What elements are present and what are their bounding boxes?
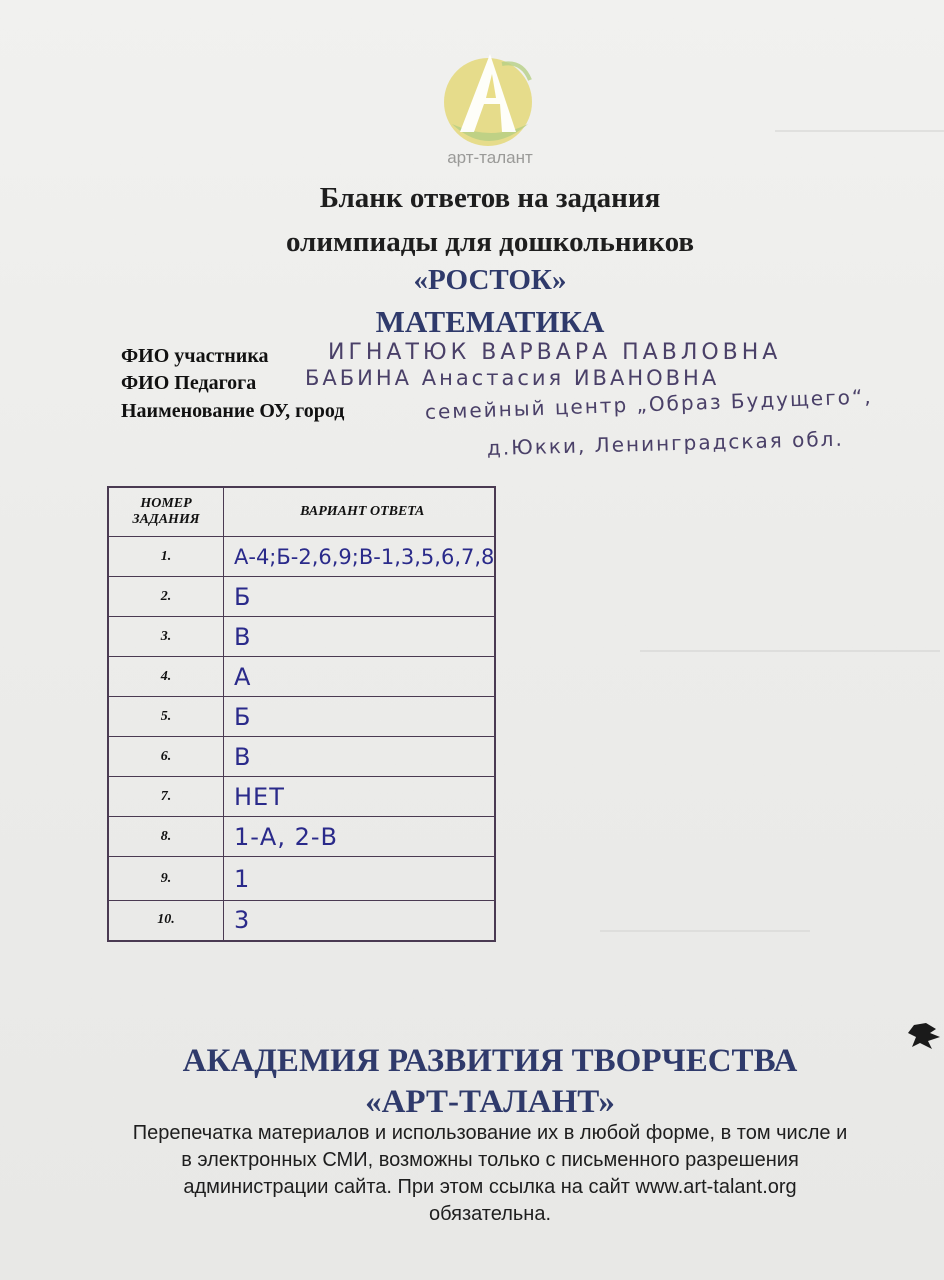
task-number: 8. [108, 817, 224, 857]
task-number: 7. [108, 777, 224, 817]
answer-cell: В [224, 737, 496, 777]
table-row [108, 617, 495, 657]
participant-label: ФИО участника [121, 345, 269, 367]
task-number: 3. [108, 617, 224, 657]
table-header-row [108, 487, 495, 537]
answer-cell: Б [224, 577, 496, 617]
answer-cell: Б [224, 697, 496, 737]
school-value-line-1: семейный центр „Образ Будущего“, [424, 384, 873, 424]
answer-cell: 1 [224, 857, 496, 901]
column-header-answer: ВАРИАНТ ОТВЕТА [224, 487, 496, 537]
task-number: 10. [108, 901, 224, 941]
academy-brand: «АРТ-ТАЛАНТ» [365, 1084, 615, 1120]
task-number: 1. [108, 537, 224, 577]
ink-blot-icon [906, 1015, 944, 1055]
table-row [108, 901, 495, 941]
table-row [108, 737, 495, 777]
table-row [108, 577, 495, 617]
table-row [108, 777, 495, 817]
answer-cell: А [224, 657, 496, 697]
answer-cell: А-4;Б-2,6,9;В-1,3,5,6,7,8 [224, 537, 496, 577]
teacher-label: ФИО Педагога [121, 372, 257, 394]
academy-name: АКАДЕМИЯ РАЗВИТИЯ ТВОРЧЕСТВА [182, 1043, 798, 1079]
task-number: 4. [108, 657, 224, 697]
copyright-note: Перепечатка материалов и использование их в любой форме, в том числе и в электронных СМИ, возможны только с письменного разрешения администрации сайта. При этом ссылка на сайт www.art-talant.org обязательна. [132, 1122, 848, 1225]
table-row [108, 817, 495, 857]
answers-table [107, 486, 496, 942]
school-label: Наименование ОУ, город [121, 400, 345, 422]
task-number: 5. [108, 697, 224, 737]
participant-value: ИГНАТЮК ВАРВАРА ПАВЛОВНА [328, 340, 782, 365]
teacher-value: БАБИНА Анастасия ИВАНОВНА [305, 366, 720, 390]
subject-title: МАТЕМАТИКА [375, 304, 605, 339]
column-header-task: НОМЕР ЗАДАНИЯ [108, 487, 224, 537]
table-row [108, 537, 495, 577]
olympiad-name: «РОСТОК» [413, 264, 567, 296]
bleed-through-mark [775, 130, 944, 172]
table-row [108, 857, 495, 901]
answer-cell: В [224, 617, 496, 657]
form-title-line-1: Бланк ответов на задания [319, 182, 661, 214]
answer-cell: 1-А, 2-В [224, 817, 496, 857]
bleed-through-mark [640, 650, 940, 654]
table-row [108, 657, 495, 697]
form-title-line-2: олимпиады для дошкольников [285, 226, 695, 258]
logo-caption: арт-талант [447, 148, 533, 167]
task-number: 2. [108, 577, 224, 617]
bleed-through-mark [600, 930, 810, 934]
task-number: 6. [108, 737, 224, 777]
table-row [108, 697, 495, 737]
school-value-line-2: д.Юкки, Ленинградская обл. [486, 426, 845, 460]
task-number: 9. [108, 857, 224, 901]
answer-cell: 3 [224, 901, 496, 941]
answer-cell: НЕТ [224, 777, 496, 817]
